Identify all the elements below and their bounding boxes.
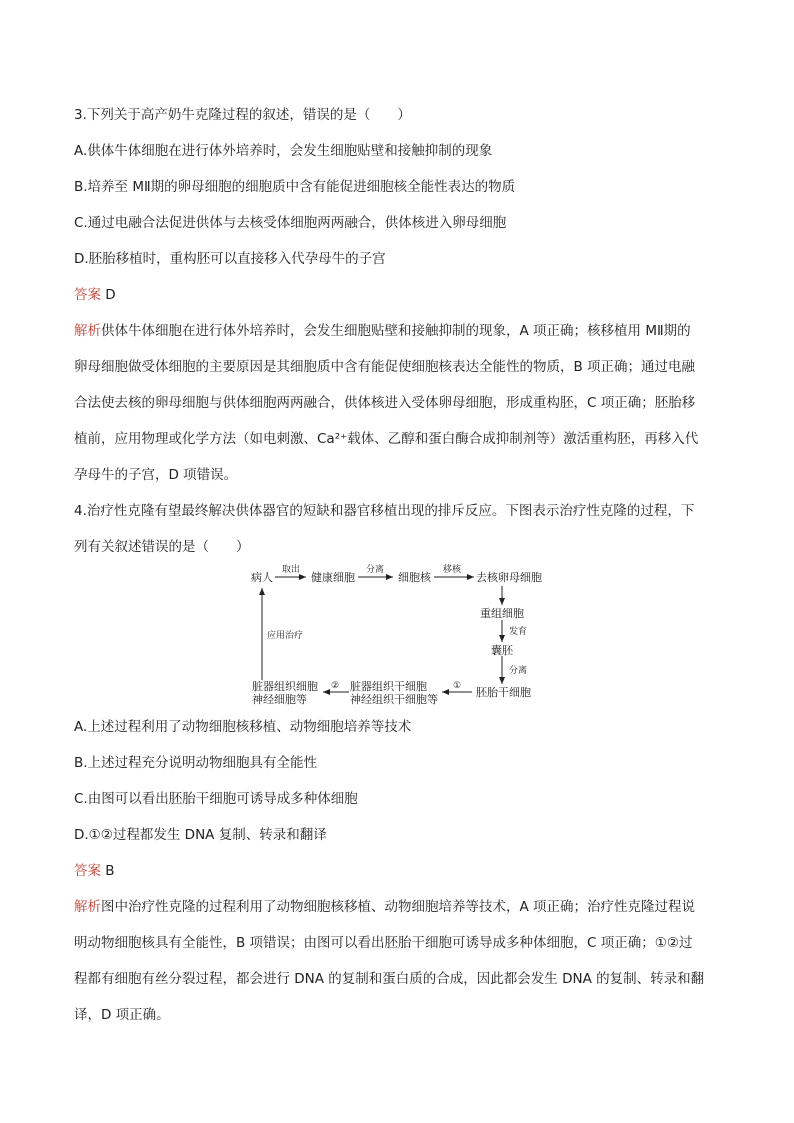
node-recombinant-cell: 重组细胞	[480, 607, 524, 620]
q3-analysis-line: 孕母牛的子宫，D 项错误。	[74, 467, 238, 483]
q3-answer-value: D	[101, 287, 116, 303]
q3-option-c: C.通过电融合法促进供体与去核受体细胞两两融合，供体核进入卵母细胞	[74, 215, 507, 231]
q4-option-c: C.由图可以看出胚胎干细胞可诱导成多种体细胞	[74, 791, 358, 807]
edge-separate2: 分离	[509, 666, 528, 676]
q3-option-b: B.培养至 MⅡ期的卵母细胞的细胞质中含有能促进细胞核全能性表达的物质	[74, 179, 516, 195]
q4-stem-line: 列有关叙述错误的是（ ）	[74, 539, 250, 555]
edge-apply: 应用治疗	[267, 631, 304, 641]
q4-answer-value: B	[101, 863, 115, 879]
q3-analysis-line: 植前，应用物理或化学方法（如电刺激、Ca²⁺载体、乙醇和蛋白酶合成抑制剂等）激活重构胚，再移入代	[74, 431, 699, 447]
q4-option-b: B.上述过程充分说明动物细胞具有全能性	[74, 755, 318, 771]
q4-stem-line: 4.治疗性克隆有望最终解决供体器官的短缺和器官移植出现的排斥反应。下图表示治疗性克隆的过程，下	[74, 503, 695, 519]
q3-stem: 3.下列关于高产奶牛克隆过程的叙述，错误的是（ ）	[74, 107, 411, 123]
node-enucleated-oocyte: 去核卵母细胞	[476, 571, 542, 584]
q3-analysis-line: 解析供体牛体细胞在进行体外培养时，会发生细胞贴壁和接触抑制的现象，A 项正确；核移植用 MⅡ期的	[74, 323, 691, 339]
node-healthy-cell: 健康细胞	[311, 571, 355, 584]
q4-analysis-line: 程都有细胞有丝分裂过程，都会进行 DNA 的复制和蛋白质的合成，因此都会发生 DNA 的复制、转录和翻	[74, 971, 705, 987]
edge-step2: ②	[331, 681, 340, 691]
q4-analysis-line: 译，D 项正确。	[74, 1007, 170, 1023]
q3-option-a: A.供体牛体细胞在进行体外培养时，会发生细胞贴壁和接触抑制的现象	[74, 143, 493, 159]
node-stem-cells-line2: 神经组织干细胞等	[350, 693, 438, 706]
q4-option-a: A.上述过程利用了动物细胞核移植、动物细胞培养等技术	[74, 719, 412, 735]
edge-separate1: 分离	[366, 565, 385, 575]
node-stem-cells-line1: 脏器组织干细胞	[350, 680, 427, 693]
q3-analysis-line: 合法使去核的卵母细胞与供体细胞两两融合，供体核进入受体卵母细胞，形成重构胚，C 项正确；胚胎移	[74, 395, 696, 411]
q4-analysis-label: 解析	[74, 899, 101, 915]
q4-answer	[74, 861, 115, 881]
q4-analysis-line: 解析图中治疗性克隆的过程利用了动物细胞核移植、动物细胞培养等技术，A 项正确；治疗性克隆过程说	[74, 899, 696, 915]
edge-step1: ①	[453, 681, 462, 691]
q4-option-d: D.①②过程都发生 DNA 复制、转录和翻译	[74, 827, 327, 843]
q4-analysis-line: 明动物细胞核具有全能性，B 项错误；由图可以看出胚胎干细胞可诱导成多种体细胞，C 项正确；①②过	[74, 935, 693, 951]
edge-take: 取出	[282, 565, 301, 575]
q3-answer-label: 答案	[74, 287, 101, 303]
node-blastocyst: 囊胚	[491, 644, 513, 657]
node-nucleus: 细胞核	[398, 571, 431, 584]
q3-analysis-label: 解析	[74, 323, 101, 339]
node-tissue-cells-line2: 神经细胞等	[252, 693, 307, 706]
q3-analysis-line: 卵母细胞做受体细胞的主要原因是其细胞质中含有能促使细胞核表达全能性的物质，B 项正确；通过电融	[74, 359, 696, 375]
node-tissue-cells-line1: 脏器组织细胞	[252, 680, 318, 693]
edge-transplant: 移核	[443, 565, 462, 575]
edge-develop: 发育	[509, 627, 528, 637]
node-es-cell: 胚胎干细胞	[476, 686, 531, 699]
node-patient: 病人	[251, 571, 273, 584]
q3-option-d: D.胚胎移植时，重构胚可以直接移入代孕母牛的子宫	[74, 251, 386, 267]
q4-answer-label: 答案	[74, 863, 101, 879]
